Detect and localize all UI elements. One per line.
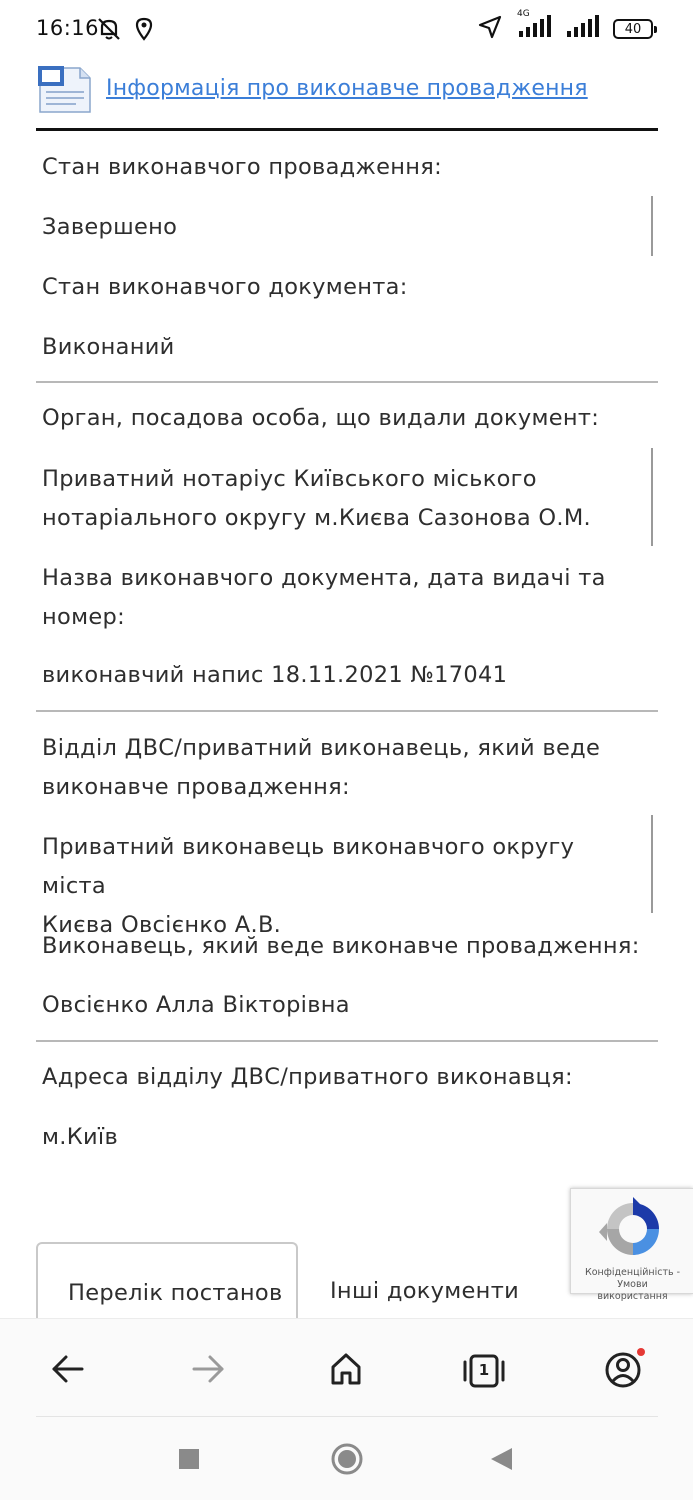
status-left-icons (96, 16, 154, 46)
field-value-document-status: Виконаний (42, 334, 175, 360)
field-value-address: м.Київ (42, 1124, 119, 1150)
home-icon (328, 1351, 364, 1391)
document-icon (36, 62, 92, 114)
tabs-icon (462, 1353, 506, 1389)
section-divider (36, 381, 658, 383)
forward-arrow-icon (190, 1354, 226, 1388)
account-icon (603, 1348, 645, 1394)
tabs-button[interactable] (462, 1349, 506, 1393)
execution-info-header[interactable] (36, 60, 656, 116)
notifications-off-icon (96, 16, 122, 46)
tab-other-documents[interactable]: Інші документи (330, 1278, 520, 1304)
field-label-issuing-authority: Орган, посадова особа, що видали документ: (42, 405, 600, 431)
recaptcha-logo-icon (599, 1197, 667, 1267)
header-divider (36, 128, 658, 131)
back-button[interactable] (46, 1349, 90, 1393)
recaptcha-terms-link[interactable]: Умови (617, 1279, 648, 1290)
cellular-signal-icon (567, 15, 601, 43)
home-circle-icon[interactable] (330, 1442, 364, 1480)
execution-info-link[interactable]: Інформація про виконавче провадження (106, 75, 588, 101)
section-divider (36, 710, 658, 712)
scroll-indicator (651, 448, 653, 546)
recaptcha-links (571, 1267, 693, 1303)
battery-icon: 40 (613, 19, 653, 39)
value-line: Приватний нотаріус Київського міського (42, 466, 537, 492)
system-navigation-bar (0, 1418, 693, 1500)
recaptcha-privacy-link[interactable]: Конфіденційність (584, 1267, 674, 1278)
browser-bottom-bar (0, 1318, 693, 1419)
home-button[interactable] (324, 1349, 368, 1393)
value-line: Приватний виконавець виконавчого округу міста (42, 834, 575, 899)
label-line: Відділ ДВС/приватний виконавець, який веде (42, 735, 601, 761)
account-button[interactable] (602, 1349, 646, 1393)
field-value-executor: Овсієнко Алла Вікторівна (42, 992, 350, 1018)
section-divider (36, 1040, 658, 1042)
tab-count: 1 (478, 1361, 490, 1379)
status-time: 16:16 (36, 16, 100, 40)
bottom-divider (36, 1416, 658, 1417)
field-label-proceeding-status: Стан виконавчого провадження: (42, 154, 442, 180)
field-value-proceeding-status: Завершено (42, 214, 178, 240)
cellular-signal-icon (515, 9, 555, 43)
status-bar (0, 0, 693, 56)
field-label-executor: Виконавець, який веде виконавче провадження: (42, 933, 640, 959)
recaptcha-separator: - (673, 1267, 681, 1278)
forward-button[interactable] (186, 1349, 230, 1393)
recaptcha-terms-link-line2[interactable]: використання (597, 1291, 668, 1302)
recaptcha-badge[interactable] (570, 1188, 693, 1302)
label-line: номер: (42, 604, 125, 630)
value-line: Києва Овсієнко А.В. (42, 912, 282, 938)
network-type-label: 4G (517, 9, 530, 19)
navigation-arrow-icon (477, 14, 503, 44)
back-arrow-icon (50, 1354, 86, 1388)
status-right-icons (477, 9, 653, 44)
field-label-document-name (42, 559, 642, 637)
label-line: виконавче провадження: (42, 774, 350, 800)
field-label-dvs-department (42, 729, 642, 807)
field-label-document-status: Стан виконавчого документа: (42, 274, 408, 300)
value-line: нотаріального округу м.Києва Сазонова О.М. (42, 505, 591, 531)
field-value-issuing-authority (42, 460, 642, 538)
label-line: Назва виконавчого документа, дата видачі та (42, 565, 606, 591)
scroll-indicator (651, 196, 653, 256)
field-label-address: Адреса відділу ДВС/приватного виконавця: (42, 1064, 573, 1090)
tab-label: Перелік постанов (68, 1280, 283, 1306)
back-triangle-icon[interactable] (488, 1446, 514, 1476)
recents-square-icon[interactable] (178, 1448, 200, 1474)
location-pin-icon (134, 16, 154, 46)
field-value-document-name: виконавчий напис 18.11.2021 №17041 (42, 662, 508, 688)
scroll-indicator (651, 815, 653, 913)
